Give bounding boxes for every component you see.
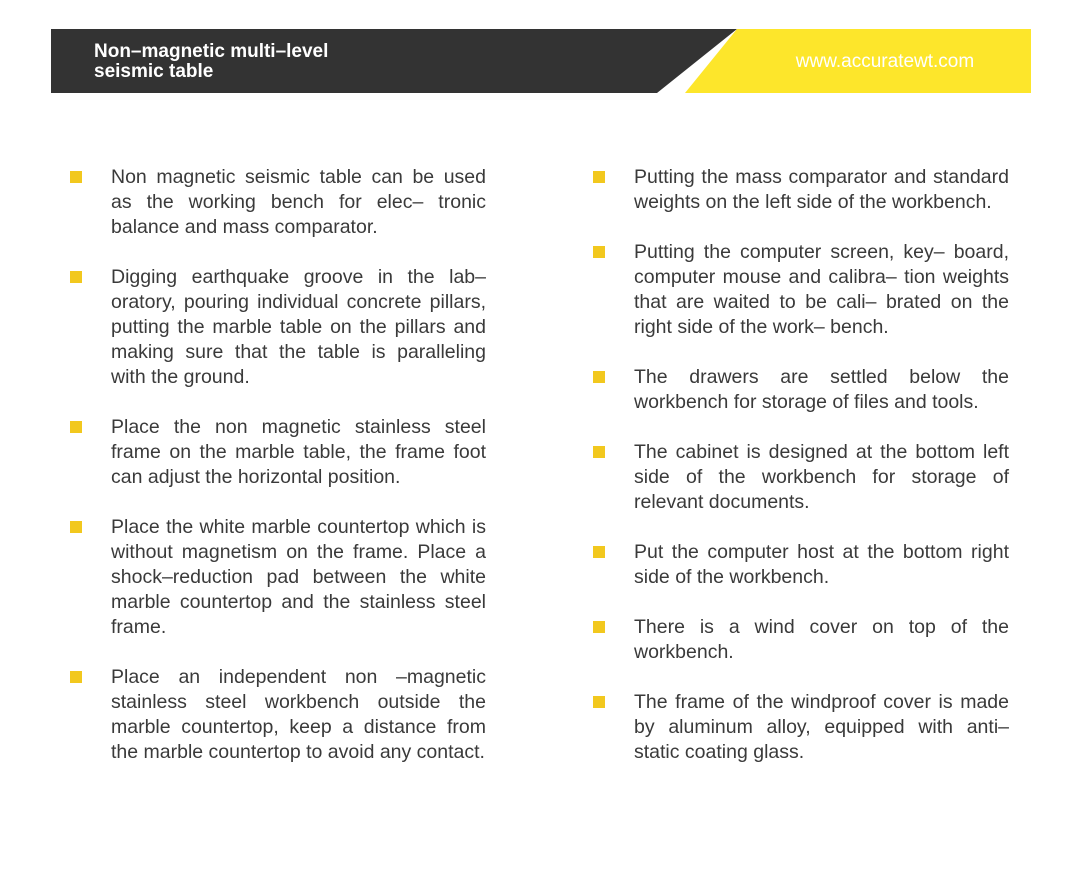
square-bullet-icon	[70, 521, 82, 533]
list-item-text: Putting the mass comparator and standard weights on the left side of the workbench.	[634, 166, 1009, 213]
header-banner	[51, 29, 1031, 93]
right-bullet-list	[593, 165, 1009, 790]
list-item-text: The frame of the windproof cover is made by aluminum alloy, equipped with anti–static coating glass.	[634, 691, 1009, 763]
title-line-1: Non–magnetic multi–level	[94, 41, 329, 62]
list-item	[593, 615, 1009, 665]
list-item	[593, 365, 1009, 415]
list-item	[70, 265, 486, 390]
square-bullet-icon	[70, 421, 82, 433]
list-item-text: Putting the computer screen, key– board, computer mouse and calibra– tion weights that are waited to be cali– brated on the right side of the work– bench.	[634, 241, 1009, 338]
list-item-text: Non magnetic seismic table can be used as the working bench for elec– tronic balance and mass comparator.	[111, 166, 486, 238]
list-item-text: Put the computer host at the bottom right side of the workbench.	[634, 541, 1009, 588]
list-item-text: Place an independent non –magnetic stainless steel workbench outside the marble countertop, keep a distance from the marble countertop to avoid any contact.	[111, 666, 486, 763]
list-item	[593, 540, 1009, 590]
list-item-text: Place the white marble countertop which is without magnetism on the frame. Place a shock–reduction pad between the white marble countertop and the stainless steel frame.	[111, 516, 486, 638]
list-item-text: The cabinet is designed at the bottom left side of the workbench for storage of relevant documents.	[634, 441, 1009, 513]
list-item	[593, 440, 1009, 515]
square-bullet-icon	[70, 271, 82, 283]
square-bullet-icon	[70, 171, 82, 183]
list-item-text: Place the non magnetic stainless steel frame on the marble table, the frame foot can adjust the horizontal position.	[111, 416, 486, 488]
list-item	[593, 240, 1009, 340]
square-bullet-icon	[593, 696, 605, 708]
list-item-text: The drawers are settled below the workbench for storage of files and tools.	[634, 366, 1009, 413]
list-item	[593, 165, 1009, 215]
list-item	[70, 165, 486, 240]
square-bullet-icon	[593, 246, 605, 258]
square-bullet-icon	[593, 371, 605, 383]
square-bullet-icon	[593, 171, 605, 183]
list-item-text: There is a wind cover on top of the workbench.	[634, 616, 1009, 663]
square-bullet-icon	[593, 546, 605, 558]
left-bullet-list	[70, 165, 486, 790]
square-bullet-icon	[70, 671, 82, 683]
title-line-2: seismic table	[94, 61, 214, 82]
page-title	[94, 42, 414, 82]
square-bullet-icon	[593, 621, 605, 633]
list-item	[70, 665, 486, 765]
list-item	[70, 515, 486, 640]
website-link[interactable]: www.accuratewt.com	[795, 51, 975, 72]
square-bullet-icon	[593, 446, 605, 458]
list-item-text: Digging earthquake groove in the lab– oratory, pouring individual concrete pillars, putting the marble table on the pillars and making sure that the table is paralleling with the ground.	[111, 266, 486, 388]
list-item	[593, 690, 1009, 765]
list-item	[70, 415, 486, 490]
